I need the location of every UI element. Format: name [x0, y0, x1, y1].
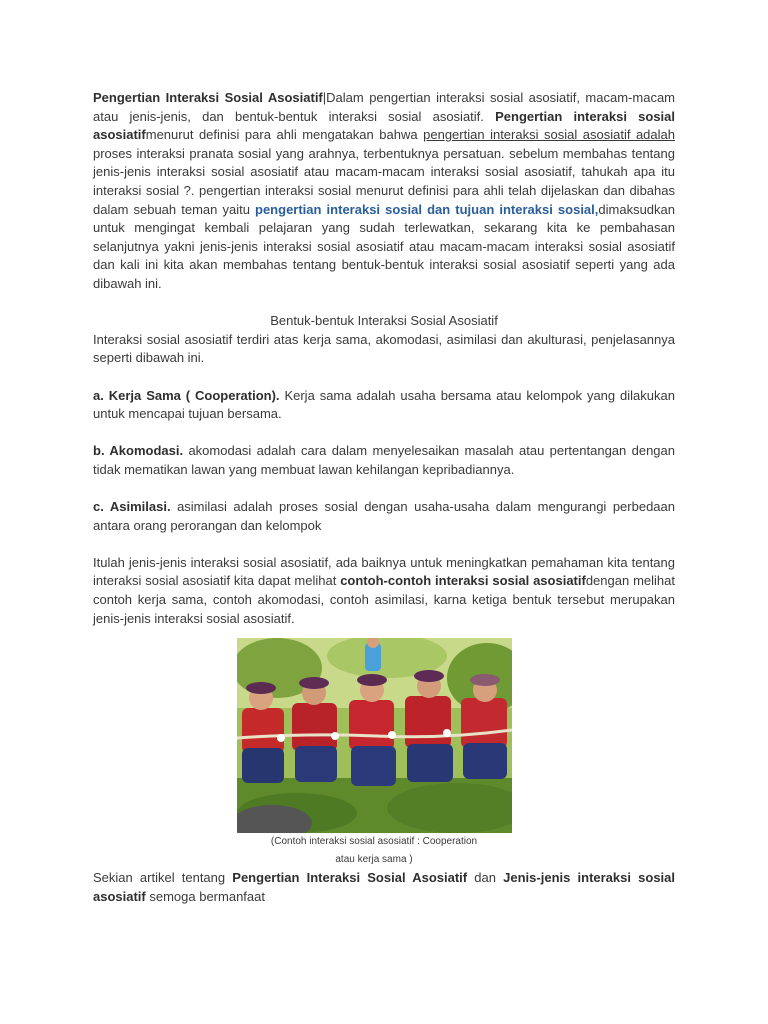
final-text-1: Sekian artikel tentang — [93, 870, 233, 886]
item-c-text: asimilasi adalah proses sosial dengan usaha-usaha dalam mengurangi perbedaan antara orang perorangan dan kelompok — [93, 499, 675, 533]
item-kerja-sama — [93, 387, 675, 424]
intro-bold-term: Pengertian interaksi sosial asosiatif — [93, 108, 676, 143]
section-heading: Bentuk-bentuk Interaksi Sosial Asosiatif — [270, 313, 498, 329]
article-body — [93, 89, 675, 906]
intro-paragraph — [93, 89, 675, 294]
closing-bold-term: contoh-contoh interaksi sosial asosiatif — [340, 573, 586, 589]
intro-text-1: |Dalam pengertian interaksi sosial asosiatif, macam-macam atau jenis-jenis, dan bentuk-bentuk interaksi sosial asosiatif. — [93, 90, 675, 124]
intro-underlined-link[interactable]: pengertian interaksi sosial asosiatif adalah — [423, 127, 675, 143]
final-text-2: dan — [467, 870, 504, 886]
item-akomodasi — [93, 442, 675, 479]
final-paragraph — [93, 869, 675, 906]
closing-text-1: Itulah jenis-jenis interaksi sosial asosiatif, ada baiknya untuk meningkatkan pemahaman kita tentang interaksi sosial asosiatif kita dapat melihat — [93, 554, 675, 589]
item-b-text: akomodasi adalah cara dalam menyelesaikan masalah atau pertentangan dengan tidak mematikan lawan yang membuat lawan kehilangan kepribadiannya. — [93, 443, 675, 477]
item-a-text: Kerja sama adalah usaha bersama atau kelompok yang dilakukan untuk mencapai tujuan bersama. — [93, 387, 675, 422]
final-text-3: semoga bermanfaat — [145, 888, 265, 904]
item-a-title: a. Kerja Sama ( Cooperation). — [93, 387, 280, 403]
cooperation-photo-illustration — [237, 638, 512, 833]
item-b-title: b. Akomodasi. — [93, 443, 184, 459]
section-intro: Interaksi sosial asosiatif terdiri atas kerja sama, akomodasi, asimilasi dan akulturasi, penjelasannya seperti dibawah ini. — [93, 331, 675, 366]
intro-title: Pengertian Interaksi Sosial Asosiatif — [93, 90, 323, 105]
final-bold-2: Jenis-jenis interaksi sosial asosiatif — [93, 870, 675, 904]
intro-link-tujuan[interactable]: pengertian interaksi sosial dan tujuan interaksi sosial, — [255, 201, 599, 217]
intro-text-3: proses interaksi pranata sosial yang arahnya, terbentuknya persatuan. sebelum membahas tentang jenis-jenis interaksi sosial asosiatif atau macam-macam interaksi sosial asosiatif, tahukah apa itu interaksi sosial ?. pengertian interaksi sosial menurut definisi para ahli telah dijelaskan dan dibahas dalam sebuah teman yaitu — [93, 145, 675, 217]
intro-text-2: menurut definisi para ahli mengatakan bahwa — [145, 127, 424, 143]
cooperation-photo — [237, 638, 512, 833]
item-c-title: c. Asimilasi. — [93, 499, 171, 515]
closing-paragraph — [93, 554, 675, 628]
figure-caption-line1: (Contoh interaksi sosial asosiatif : Cooperation — [270, 836, 478, 848]
figure-caption-line2: atau kerja sama ) — [335, 854, 413, 866]
intro-text-4: dimaksudkan untuk mengingat kembali pelajaran yang sudah terlewatkan, sekarang kita ke pembahasan selanjutnya yakni jenis-jenis interaksi sosial asosiatif atau macam-macam interaksi sosial asosiatif dan kali ini kita akan membahas tentang bentuk-bentuk interaksi sosial asosiatif seperti yang ada dibawah ini. — [93, 201, 675, 291]
closing-text-2: dengan melihat contoh kerja sama, contoh akomodasi, contoh asimilasi, karna ketiga bentuk tersebut merupakan jenis-jenis interaksi sosial asosiatif. — [93, 573, 675, 626]
item-asimilasi — [93, 498, 675, 535]
final-bold-1: Pengertian Interaksi Sosial Asosiatif — [232, 870, 468, 886]
